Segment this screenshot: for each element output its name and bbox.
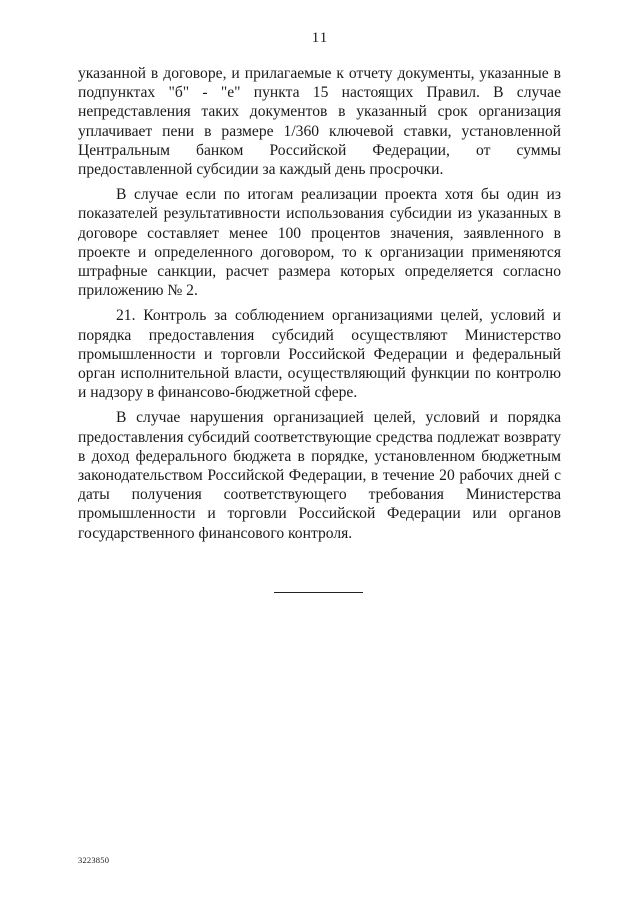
document-code: 3223850: [78, 855, 110, 865]
document-body: [78, 64, 561, 549]
paragraph-refund: В случае нарушения организацией целей, условий и порядка предоставления субсидий соответствующие средства подлежат возврату в доход федерального бюджета в порядке, установленном бюджетным законодательством Российской Федерации, в течение 20 рабочих дней с даты получения соответствующего требования Министерства промышленности и торговли Российской Федерации или органов государственного финансового контроля.: [78, 409, 561, 542]
page-number: 11: [311, 30, 329, 46]
end-divider: [274, 592, 363, 593]
paragraph-continuation: указанной в договоре, и прилагаемые к отчету документы, указанные в подпунктах "б" - "е" пункта 15 настоящих Правил. В случае непредставления таких документов в указанный срок организация уплачивает пени в размере 1/360 ключевой ставки, установленной Центральным банком Российской Федерации, от суммы предоставленной субсидии за каждый день просрочки.: [78, 65, 561, 179]
paragraph-penalties: В случае если по итогам реализации проекта хотя бы один из показателей результативности использования субсидии из указанных в договоре составляет менее 100 процентов значения, заявленного в проекте и определенного договором, то к организации применяются штрафные санкции, расчет размера которых определяется согласно приложению № 2.: [78, 186, 561, 300]
paragraph-item-21: 21. Контроль за соблюдением организациями целей, условий и порядка предоставления субсидий осуществляют Министерство промышленности и торговли Российской Федерации и федеральный орган исполнительной власти, осуществляющий функции по контролю и надзору в финансово-бюджетной сфере.: [78, 307, 561, 402]
